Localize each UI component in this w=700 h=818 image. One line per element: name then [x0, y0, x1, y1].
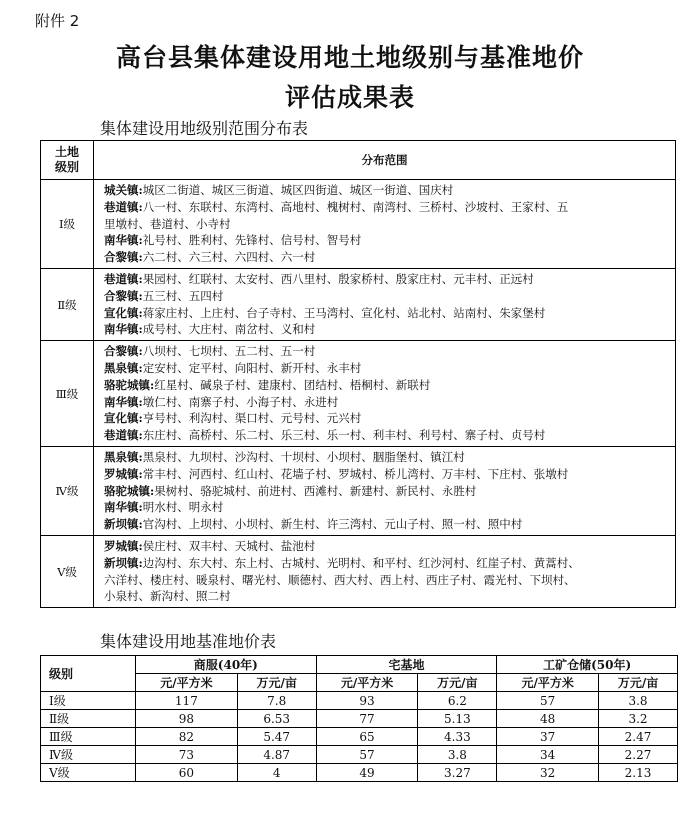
unit-wan-per-mu: 万元/亩: [599, 674, 678, 692]
town-village-line: [104, 538, 669, 555]
price-level-cell: Ⅴ级: [41, 764, 136, 782]
town-name: 罗城镇:: [104, 538, 143, 553]
village-list: 明水村、明永村: [142, 500, 224, 515]
village-list: 五三村、五四村: [142, 288, 224, 303]
price-header-row-1: [41, 656, 678, 674]
town-village-line: [104, 360, 669, 377]
village-list: 边沟村、东大村、东上村、古城村、光明村、和平村、红沙河村、红崖子村、黄蒿村、: [142, 555, 580, 570]
town-name: 巷道镇:: [104, 271, 143, 286]
village-list: 里墩村、巷道村、小寺村: [104, 216, 231, 231]
town-village-line: [104, 343, 669, 360]
town-village-line: [104, 288, 669, 305]
price-yuan-per-sqm-cell: 60: [136, 764, 238, 782]
range-table-caption: 集体建设用地级别范围分布表: [100, 119, 309, 138]
land-level-cell: Ⅱ级: [41, 268, 94, 340]
price-yuan-per-sqm-cell: 98: [136, 710, 238, 728]
town-village-line: [104, 199, 669, 216]
village-list: 常丰村、河西村、红山村、花墙子村、罗城村、桥儿湾村、万丰村、下庄村、张墩村: [142, 466, 569, 481]
town-village-line: [104, 588, 669, 605]
town-name: 合黎镇:: [104, 288, 143, 303]
town-name: 黑泉镇:: [104, 360, 143, 375]
village-list: 蒋家庄村、上庄村、台子寺村、王马湾村、宣化村、站北村、站南村、朱家堡村: [142, 305, 546, 320]
town-name: 南华镇:: [104, 394, 143, 409]
range-row: [41, 268, 676, 340]
town-village-line: [104, 449, 669, 466]
town-village-line: [104, 377, 669, 394]
town-village-line: [104, 466, 669, 483]
price-row: [41, 710, 678, 728]
village-list: 果园村、红联村、太安村、西八里村、殷家桥村、殷家庄村、元丰村、正远村: [142, 271, 534, 286]
range-table-body: [41, 180, 676, 608]
price-row: [41, 728, 678, 746]
price-yuan-per-sqm-cell: 65: [316, 728, 418, 746]
range-row: [41, 341, 676, 447]
price-wan-per-mu-cell: 5.13: [418, 710, 497, 728]
distribution-cell: [94, 180, 676, 269]
town-name: 合黎镇:: [104, 250, 143, 265]
price-yuan-per-sqm-cell: 82: [136, 728, 238, 746]
land-level-cell: Ⅳ级: [41, 446, 94, 535]
level-range-table: [40, 140, 676, 608]
town-village-line: [104, 232, 669, 249]
village-list: 城区二街道、城区三街道、城区四街道、城区一街道、国庆村: [142, 183, 454, 197]
town-village-line: [104, 249, 669, 266]
town-village-line: [104, 182, 669, 199]
village-list: 亨号村、利沟村、渠口村、元号村、元兴村: [142, 411, 362, 426]
village-list: 小泉村、新沟村、照二村: [104, 589, 231, 604]
price-row: [41, 692, 678, 710]
town-name: 黑泉镇:: [104, 449, 143, 464]
price-wan-per-mu-cell: 4: [237, 764, 316, 782]
town-name: 宣化镇:: [104, 411, 143, 426]
price-yuan-per-sqm-cell: 48: [497, 710, 599, 728]
village-list: 定安村、定平村、向阳村、新开村、永丰村: [142, 360, 362, 375]
town-village-line: [104, 305, 669, 322]
header-distribution-range: 分布范围: [94, 141, 676, 180]
town-village-line: [104, 427, 669, 444]
price-wan-per-mu-cell: 2.27: [599, 746, 678, 764]
price-level-cell: Ⅳ级: [41, 746, 136, 764]
town-name: 骆驼城镇:: [104, 483, 155, 498]
header-level: 级别: [41, 656, 136, 692]
header-group-commercial: 商服(40年): [136, 656, 317, 674]
town-name: 宣化镇:: [104, 305, 143, 320]
document-title-line-2: 评估成果表: [284, 83, 415, 112]
unit-yuan-per-sqm: 元/平方米: [316, 674, 418, 692]
town-village-line: [104, 321, 669, 338]
price-yuan-per-sqm-cell: 32: [497, 764, 599, 782]
price-wan-per-mu-cell: 4.33: [418, 728, 497, 746]
price-yuan-per-sqm-cell: 57: [497, 692, 599, 710]
price-wan-per-mu-cell: 7.8: [237, 692, 316, 710]
town-name: 巷道镇:: [104, 199, 143, 214]
village-list: 黑泉村、九坝村、沙沟村、十坝村、小坝村、胭脂堡村、镇江村: [142, 449, 465, 464]
town-name: 合黎镇:: [104, 344, 143, 359]
village-list: 东庄村、高桥村、乐二村、乐三村、乐一村、利丰村、利号村、寨子村、贞号村: [142, 428, 546, 443]
village-list: 果树村、骆驼城村、前进村、西滩村、新建村、新民村、永胜村: [154, 483, 477, 498]
distribution-cell: [94, 341, 676, 447]
price-wan-per-mu-cell: 3.8: [599, 692, 678, 710]
price-wan-per-mu-cell: 3.8: [418, 746, 497, 764]
price-yuan-per-sqm-cell: 34: [497, 746, 599, 764]
price-yuan-per-sqm-cell: 37: [497, 728, 599, 746]
unit-yuan-per-sqm: 元/平方米: [136, 674, 238, 692]
town-name: 南华镇:: [104, 322, 143, 337]
town-village-line: [104, 516, 669, 533]
price-row: [41, 746, 678, 764]
town-name: 新坝镇:: [104, 517, 143, 532]
price-wan-per-mu-cell: 3.27: [418, 764, 497, 782]
price-wan-per-mu-cell: 6.53: [237, 710, 316, 728]
attachment-label: 附件 2: [35, 12, 80, 30]
town-village-line: [104, 555, 669, 572]
range-row: [41, 446, 676, 535]
price-yuan-per-sqm-cell: 73: [136, 746, 238, 764]
header-group-residential: 宅基地: [316, 656, 497, 674]
village-list: 官沟村、上坝村、小坝村、新生村、许三湾村、元山子村、照一村、照中村: [142, 517, 523, 532]
town-name: 巷道镇:: [104, 428, 143, 443]
header-land-level: 土地级别: [41, 141, 94, 180]
price-yuan-per-sqm-cell: 93: [316, 692, 418, 710]
town-name: 南华镇:: [104, 500, 143, 515]
village-list: 八一村、东联村、东湾村、高地村、槐树村、南湾村、三桥村、沙坡村、王家村、五: [142, 199, 569, 214]
unit-wan-per-mu: 万元/亩: [418, 674, 497, 692]
price-yuan-per-sqm-cell: 117: [136, 692, 238, 710]
village-list: 红星村、碱泉子村、建康村、团结村、梧桐村、新联村: [154, 377, 431, 392]
document-title-line-1: 高台县集体建设用地土地级别与基准地价: [115, 43, 584, 72]
price-yuan-per-sqm-cell: 77: [316, 710, 418, 728]
town-village-line: [104, 572, 669, 589]
land-level-cell: Ⅲ级: [41, 341, 94, 447]
town-name: 城关镇:: [104, 183, 143, 197]
price-wan-per-mu-cell: 6.2: [418, 692, 497, 710]
price-table-body: [41, 692, 678, 782]
town-village-line: [104, 483, 669, 500]
unit-wan-per-mu: 万元/亩: [237, 674, 316, 692]
town-village-line: [104, 271, 669, 288]
village-list: 成号村、大庄村、南岔村、义和村: [142, 322, 316, 337]
land-level-cell: Ⅴ级: [41, 535, 94, 607]
range-row: [41, 180, 676, 269]
unit-yuan-per-sqm: 元/平方米: [497, 674, 599, 692]
distribution-cell: [94, 446, 676, 535]
village-list: 侯庄村、双丰村、天城村、盐池村: [142, 538, 316, 553]
distribution-cell: [94, 535, 676, 607]
town-village-line: [104, 394, 669, 411]
price-wan-per-mu-cell: 2.13: [599, 764, 678, 782]
price-table-caption: 集体建设用地基准地价表: [100, 632, 277, 651]
price-level-cell: Ⅱ级: [41, 710, 136, 728]
range-table-header-row: [41, 141, 676, 180]
header-group-industrial: 工矿仓储(50年): [497, 656, 678, 674]
town-village-line: [104, 499, 669, 516]
village-list: 墩仁村、南寨子村、小海子村、永进村: [142, 394, 339, 409]
village-list: 六洋村、楼庄村、暖泉村、曙光村、顺德村、西大村、西上村、西庄子村、霞光村、下坝村、: [104, 572, 576, 587]
benchmark-price-table: [40, 655, 678, 782]
price-level-cell: Ⅲ级: [41, 728, 136, 746]
land-level-cell: Ⅰ级: [41, 180, 94, 269]
price-yuan-per-sqm-cell: 49: [316, 764, 418, 782]
town-name: 南华镇:: [104, 233, 143, 248]
town-name: 新坝镇:: [104, 555, 143, 570]
range-row: [41, 535, 676, 607]
price-header-row-2: [41, 674, 678, 692]
price-yuan-per-sqm-cell: 57: [316, 746, 418, 764]
distribution-cell: [94, 268, 676, 340]
town-name: 罗城镇:: [104, 466, 143, 481]
village-list: 六二村、六三村、六四村、六一村: [142, 250, 316, 265]
village-list: 八坝村、七坝村、五二村、五一村: [142, 344, 316, 359]
price-level-cell: Ⅰ级: [41, 692, 136, 710]
town-name: 骆驼城镇:: [104, 377, 155, 392]
price-wan-per-mu-cell: 5.47: [237, 728, 316, 746]
town-village-line: [104, 216, 669, 233]
town-village-line: [104, 410, 669, 427]
village-list: 礼号村、胜利村、先锋村、信号村、智号村: [142, 233, 362, 248]
price-wan-per-mu-cell: 3.2: [599, 710, 678, 728]
price-wan-per-mu-cell: 2.47: [599, 728, 678, 746]
price-row: [41, 764, 678, 782]
price-wan-per-mu-cell: 4.87: [237, 746, 316, 764]
